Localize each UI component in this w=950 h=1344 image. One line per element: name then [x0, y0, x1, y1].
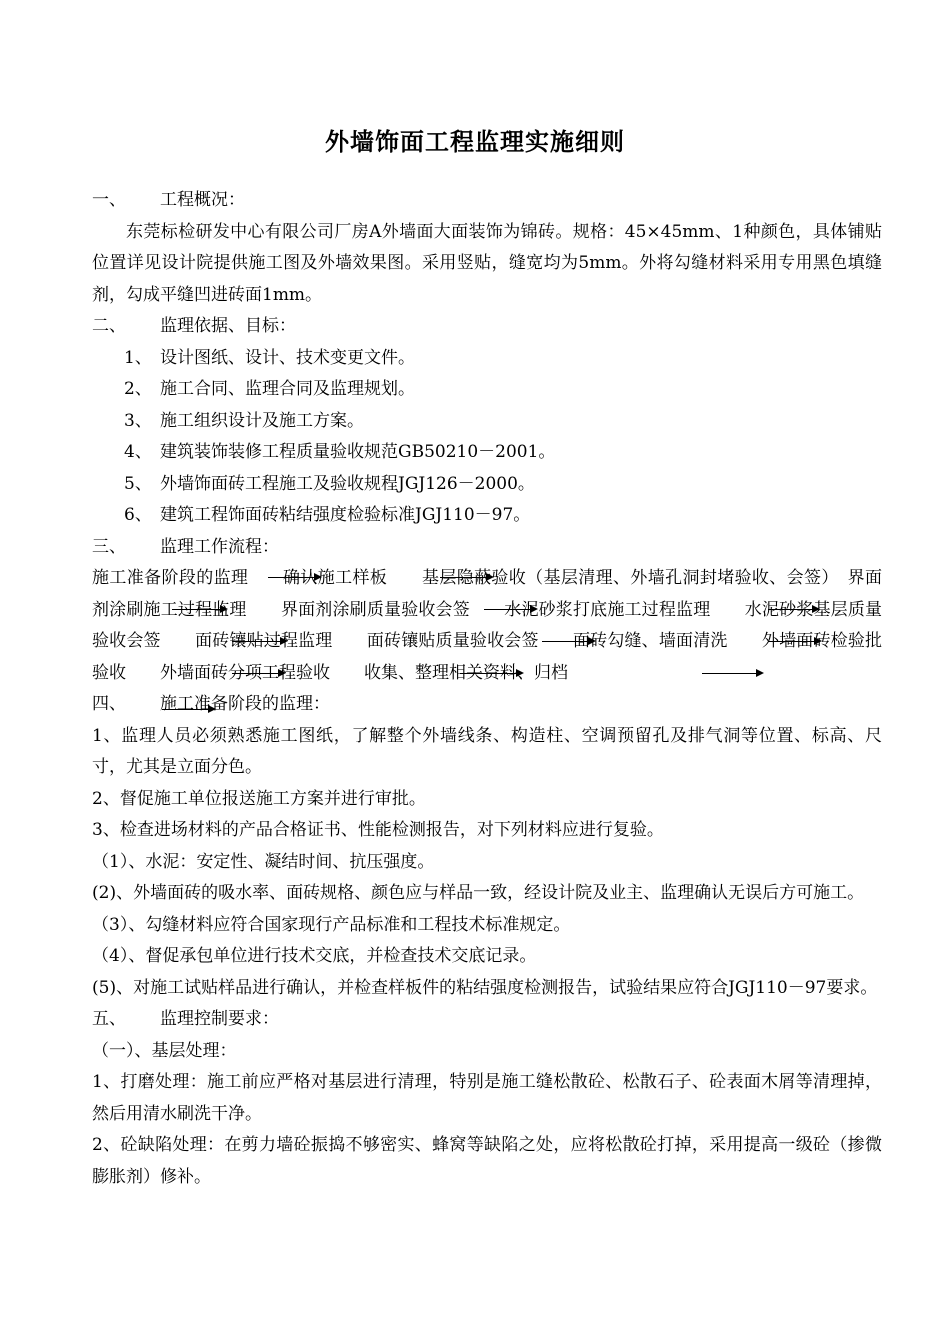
paragraph: 2、砼缺陷处理：在剪力墙砼振捣不够密实、蜂窝等缺陷之处，应将松散砼打掉，采用提高一级砼（掺微膨胀剂）修补。: [92, 1135, 882, 1187]
list-number: 5、: [124, 473, 152, 494]
flow-arrow: [460, 673, 522, 674]
flow-arrow: [702, 673, 762, 674]
list-number: 4、: [124, 442, 152, 462]
subsection-heading: （一）、基层处理：: [92, 1040, 237, 1061]
document-title: 外墙饰面工程监理实施细则: [325, 127, 625, 156]
list-text: 施工组织设计及施工方案。: [160, 410, 364, 431]
list-item: [92, 469, 882, 501]
flow-arrow: [440, 577, 492, 578]
section-title: 监理依据、目标：: [160, 316, 296, 336]
section-number: 二、: [92, 316, 126, 336]
flow-arrow: [268, 577, 320, 578]
document-body: [92, 185, 882, 1193]
section-1-body: 东莞标检研发中心有限公司厂房A外墙面大面装饰为锦砖。规格：45×45mm、1种颜色，具体铺贴位置详见设计院提供施工图及外墙效果图。采用竖贴，缝宽均为5mm。外将勾缝材料采用专用黑色填缝剂，勾成平缝凹进砖面1mm。: [92, 221, 882, 305]
basis-list: [92, 343, 882, 532]
paragraph: (5)、对施工试贴样品进行确认，并检查样板件的粘结强度检测报告，试验结果应符合JGJ110－97要求。: [92, 977, 878, 998]
flow-arrow: [232, 673, 284, 674]
paragraph: （3）、勾缝材料应符合国家现行产品标准和工程技术标准规定。: [92, 914, 571, 935]
list-text: 建筑工程饰面砖粘结强度检验标准JGJ110－97。: [160, 505, 531, 525]
section-5-heading: [92, 1004, 882, 1036]
list-number: 1、: [124, 347, 152, 368]
list-text: 建筑装饰装修工程质量验收规范GB50210－2001。: [160, 442, 556, 462]
flow-arrow: [542, 641, 594, 642]
section-title: 工程概况：: [160, 190, 245, 210]
paragraph: （1）、水泥：安定性、凝结时间、抗压强度。: [92, 851, 435, 872]
section-title: 施工准备阶段的监理：: [160, 694, 330, 714]
section-number: 一、: [92, 190, 126, 210]
flow-arrow: [232, 641, 286, 642]
list-item: [92, 343, 882, 375]
list-number: 3、: [124, 410, 152, 431]
list-number: 6、: [124, 505, 152, 525]
section-1-heading: [92, 185, 882, 217]
paragraph: 2、督促施工单位报送施工方案并进行审批。: [92, 788, 426, 809]
flow-arrow: [484, 609, 536, 610]
flow-arrow: [768, 609, 818, 610]
paragraph: 1、监理人员必须熟悉施工图纸，了解整个外墙线条、构造柱、空调预留孔及排气洞等位置、标高、尺寸，尤其是立面分色。: [92, 725, 882, 777]
section-title: 监理工作流程：: [160, 536, 279, 557]
list-item: [92, 374, 882, 406]
flow-arrow: [172, 609, 226, 610]
list-item: [92, 406, 882, 438]
list-text: 施工合同、监理合同及监理规划。: [160, 379, 415, 399]
list-text: 设计图纸、设计、技术变更文件。: [160, 347, 415, 368]
section-title: 监理控制要求：: [160, 1009, 279, 1029]
section-2-heading: [92, 311, 882, 343]
paragraph: 1、打磨处理：施工前应严格对基层进行清理，特别是施工缝松散砼、松散石子、砼表面木屑等清理掉，然后用清水刷洗干净。: [92, 1072, 882, 1124]
section-number: 五、: [92, 1009, 126, 1029]
flow-arrow: [162, 709, 214, 710]
paragraph: （4）、督促承包单位进行技术交底，并检查技术交底记录。: [92, 946, 537, 966]
section-number: 三、: [92, 536, 126, 557]
paragraph: 3、检查进场材料的产品合格证书、性能检测报告，对下列材料应进行复验。: [92, 820, 664, 840]
section-3-heading: [92, 532, 882, 564]
workflow-text: 施工准备阶段的监理 确认施工样板 基层隐蔽验收（基层清理、外墙孔洞封堵验收、会签） 界面剂涂刷施工过程监理 界面剂涂刷质量验收会签 水泥砂浆打底施工过程监理 水泥砂浆基层质量验收会签 面砖镶贴过程监理 面砖镶贴质量验收会签 面砖勾缝、墙面清洗 外墙面砖检验批验收 外墙面砖分项工程验收 收集、整理相关资料、归档: [92, 568, 882, 683]
list-number: 2、: [124, 379, 152, 399]
section-number: 四、: [92, 694, 126, 714]
list-item: [92, 500, 882, 532]
list-item: [92, 437, 882, 469]
workflow-diagram: [92, 563, 882, 689]
paragraph: (2)、外墙面砖的吸水率、面砖规格、颜色应与样品一致，经设计院及业主、监理确认无误后方可施工。: [92, 883, 865, 903]
flow-arrow: [768, 641, 820, 642]
list-text: 外墙饰面砖工程施工及验收规程JGJ126－2000。: [160, 473, 535, 494]
